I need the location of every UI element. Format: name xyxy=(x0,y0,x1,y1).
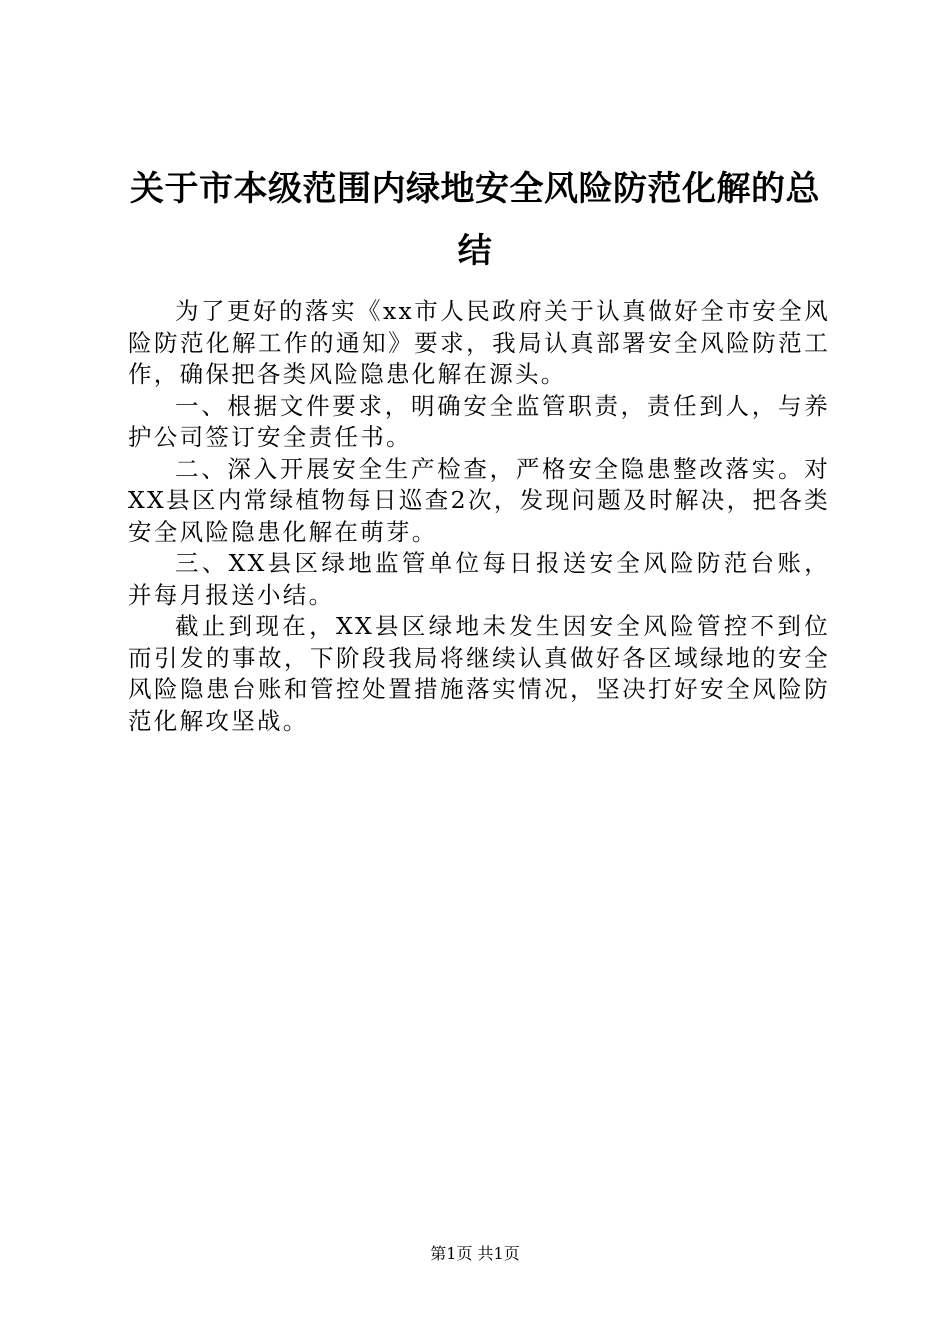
page-footer: 第1页 共1页 xyxy=(430,1244,520,1263)
document-title: 关于市本级范围内绿地安全风险防范化解的总结 xyxy=(130,169,820,271)
paragraph-item-2: 二、深入开展安全生产检查，严格安全隐患整改落实。对XX县区内常绿植物每日巡查2次，发现问题及时解决，把各类安全风险隐患化解在萌芽。 xyxy=(128,454,830,546)
paragraph-item-3: 三、XX县区绿地监管单位每日报送安全风险防范台账，并每月报送小结。 xyxy=(128,549,830,609)
paragraph-conclusion: 截止到现在，XX县区绿地未发生因安全风险管控不到位而引发的事故，下阶段我局将继续认真做好各区域绿地的安全风险隐患台账和管控处置措施落实情况，坚决打好安全风险防范化解攻坚战。 xyxy=(128,612,830,735)
paragraph-intro: 为了更好的落实《xx市人民政府关于认真做好全市安全风险防范化解工作的通知》要求，我局认真部署安全风险防范工作，确保把各类风险隐患化解在源头。 xyxy=(128,297,830,388)
paragraph-item-1: 一、根据文件要求，明确安全监管职责，责任到人，与养护公司签订安全责任书。 xyxy=(128,391,830,451)
document-body xyxy=(128,296,830,737)
